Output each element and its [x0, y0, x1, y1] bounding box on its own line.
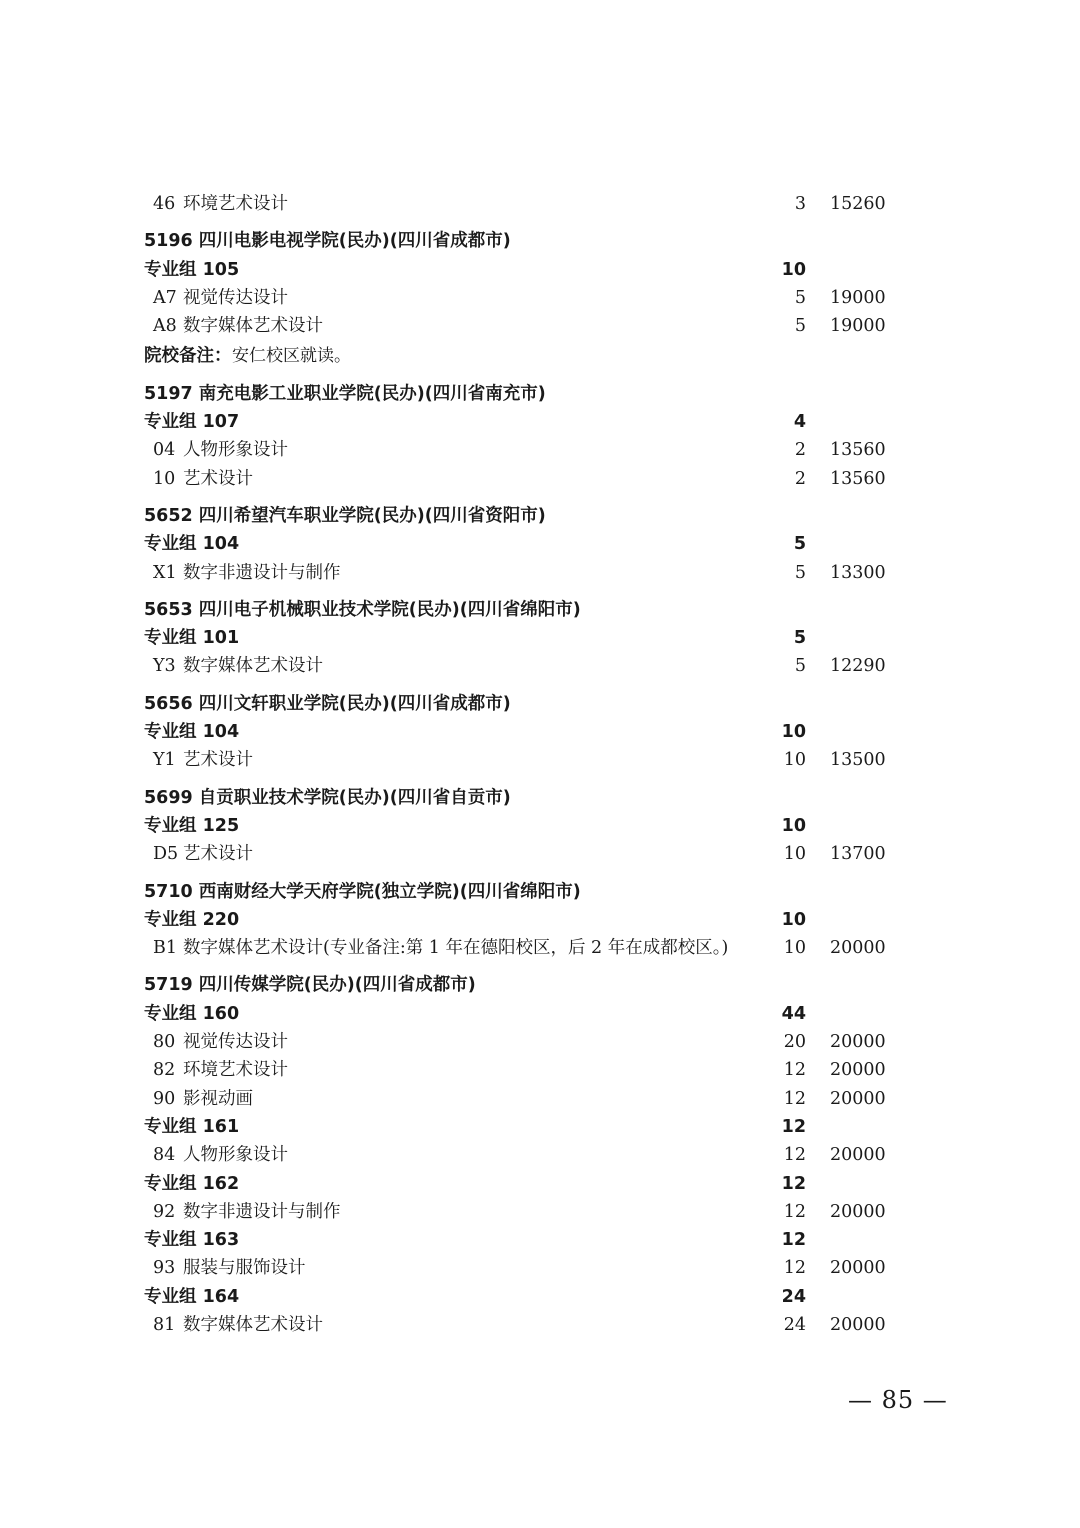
major-name: 人物形象设计 [183, 1145, 288, 1166]
tuition-fee: 20000 [830, 1258, 886, 1279]
major-group-row [0, 1113, 1080, 1141]
plan-count: 5 [794, 287, 806, 308]
tuition-fee: 19000 [830, 316, 886, 337]
major-row [0, 652, 1080, 680]
major-group-label: 专业组 125 [144, 815, 240, 836]
plan-count: 5 [794, 562, 806, 583]
tuition-fee: 13500 [830, 750, 886, 771]
major-group-row [0, 906, 1080, 934]
tuition-fee: 20000 [830, 1145, 886, 1166]
school-heading [0, 878, 1080, 906]
major-row [0, 934, 1080, 962]
major-row [0, 1254, 1080, 1282]
major-code: 92 [153, 1201, 176, 1222]
major-row [0, 465, 1080, 493]
group-plan-count: 12 [781, 1230, 806, 1251]
major-group-label: 专业组 104 [144, 722, 240, 743]
major-code: Y1 [153, 750, 176, 771]
plan-count: 10 [783, 750, 806, 771]
tuition-fee: 20000 [830, 1314, 886, 1335]
tuition-fee: 13560 [830, 468, 886, 489]
major-group-row [0, 624, 1080, 652]
plan-count: 2 [794, 440, 806, 461]
major-row [0, 312, 1080, 340]
major-name: 人物形象设计 [183, 440, 288, 461]
major-name: 视觉传达设计 [183, 287, 288, 308]
major-code: 46 [153, 194, 176, 214]
major-row [0, 840, 1080, 868]
tuition-fee: 12290 [830, 656, 886, 677]
major-code: 84 [153, 1145, 176, 1166]
major-code: 81 [153, 1314, 176, 1335]
major-group-label: 专业组 107 [144, 412, 240, 433]
plan-count: 3 [794, 194, 806, 214]
school-heading [0, 690, 1080, 718]
major-row [0, 1141, 1080, 1169]
school-note-text: 安仁校区就读。 [232, 346, 351, 367]
admission-plan-list [0, 190, 1080, 1339]
school-heading [0, 502, 1080, 530]
tuition-fee: 20000 [830, 1201, 886, 1222]
major-group-row [0, 718, 1080, 746]
school-title: 5699 自贡职业技术学院(民办)(四川省自贡市) [144, 787, 511, 808]
plan-count: 5 [794, 316, 806, 337]
group-plan-count: 24 [781, 1286, 806, 1307]
group-plan-count: 5 [793, 534, 806, 555]
major-name: 数字媒体艺术设计 [183, 1314, 323, 1335]
school-note [0, 342, 1080, 370]
major-group-row [0, 812, 1080, 840]
major-code: A8 [153, 316, 177, 337]
major-row [0, 1056, 1080, 1084]
school-title: 5719 四川传媒学院(民办)(四川省成都市) [144, 975, 476, 996]
major-row [0, 559, 1080, 587]
major-group-label: 专业组 161 [144, 1116, 240, 1137]
major-row [0, 1198, 1080, 1226]
major-group-label: 专业组 164 [144, 1286, 240, 1307]
school-heading [0, 784, 1080, 812]
major-row [0, 190, 1080, 218]
major-row [0, 1028, 1080, 1056]
tuition-fee: 20000 [830, 1032, 886, 1053]
major-name: 视觉传达设计 [183, 1032, 288, 1053]
school-heading [0, 596, 1080, 624]
plan-count: 10 [783, 938, 806, 959]
tuition-fee: 20000 [830, 1060, 886, 1081]
major-name: 艺术设计 [183, 468, 253, 489]
major-row [0, 284, 1080, 312]
major-group-row [0, 530, 1080, 558]
major-group-row [0, 256, 1080, 284]
plan-count: 12 [783, 1258, 806, 1279]
major-code: X1 [153, 562, 177, 583]
major-name: 数字非遗设计与制作 [183, 562, 341, 583]
group-plan-count: 10 [781, 815, 806, 836]
tuition-fee: 20000 [830, 1088, 886, 1109]
tuition-fee: 20000 [830, 938, 886, 959]
plan-count: 12 [783, 1060, 806, 1081]
major-name: 艺术设计 [183, 844, 253, 865]
major-group-row [0, 1226, 1080, 1254]
major-group-row [0, 1283, 1080, 1311]
major-group-row [0, 408, 1080, 436]
school-title: 5197 南充电影工业职业学院(民办)(四川省南充市) [144, 383, 546, 404]
school-title: 5710 西南财经大学天府学院(独立学院)(四川省绵阳市) [144, 881, 581, 902]
major-row [0, 1085, 1080, 1113]
major-code: B1 [153, 938, 177, 959]
major-code: 10 [153, 468, 176, 489]
school-heading [0, 227, 1080, 255]
tuition-fee: 13700 [830, 844, 886, 865]
major-group-label: 专业组 101 [144, 628, 240, 649]
group-plan-count: 5 [793, 628, 806, 649]
major-name: 数字媒体艺术设计(专业备注:第 1 年在德阳校区，后 2 年在成都校区。) [183, 938, 729, 959]
major-code: 90 [153, 1088, 176, 1109]
major-group-label: 专业组 160 [144, 1003, 240, 1024]
school-note-label: 院校备注： [144, 346, 232, 367]
group-plan-count: 12 [781, 1173, 806, 1194]
major-code: 04 [153, 440, 176, 461]
plan-count: 2 [794, 468, 806, 489]
major-code: 80 [153, 1032, 176, 1053]
major-row [0, 746, 1080, 774]
major-row [0, 436, 1080, 464]
group-plan-count: 10 [781, 909, 806, 930]
plan-count: 12 [783, 1145, 806, 1166]
school-heading [0, 971, 1080, 999]
major-name: 环境艺术设计 [183, 1060, 288, 1081]
page-number: — 85 — [848, 1386, 948, 1414]
group-plan-count: 44 [781, 1003, 806, 1024]
group-plan-count: 12 [781, 1116, 806, 1137]
major-group-label: 专业组 105 [144, 259, 240, 280]
major-group-row [0, 1000, 1080, 1028]
tuition-fee: 15260 [830, 194, 886, 214]
major-code: D5 [153, 844, 179, 865]
major-code: A7 [153, 287, 177, 308]
school-title: 5653 四川电子机械职业技术学院(民办)(四川省绵阳市) [144, 599, 581, 620]
plan-count: 12 [783, 1201, 806, 1222]
major-group-row [0, 1170, 1080, 1198]
major-name: 影视动画 [183, 1088, 253, 1109]
plan-count: 24 [783, 1314, 806, 1335]
major-group-label: 专业组 163 [144, 1230, 240, 1251]
major-group-label: 专业组 220 [144, 909, 240, 930]
major-name: 数字媒体艺术设计 [183, 316, 323, 337]
major-name: 环境艺术设计 [183, 194, 288, 214]
major-name: 数字媒体艺术设计 [183, 656, 323, 677]
school-title: 5196 四川电影电视学院(民办)(四川省成都市) [144, 231, 511, 252]
school-title: 5656 四川文轩职业学院(民办)(四川省成都市) [144, 693, 511, 714]
plan-count: 12 [783, 1088, 806, 1109]
plan-count: 10 [783, 844, 806, 865]
major-group-label: 专业组 104 [144, 534, 240, 555]
major-code: 93 [153, 1258, 176, 1279]
major-group-label: 专业组 162 [144, 1173, 240, 1194]
tuition-fee: 13560 [830, 440, 886, 461]
major-code: 82 [153, 1060, 176, 1081]
school-title: 5652 四川希望汽车职业学院(民办)(四川省资阳市) [144, 505, 546, 526]
tuition-fee: 13300 [830, 562, 886, 583]
tuition-fee: 19000 [830, 287, 886, 308]
group-plan-count: 10 [781, 259, 806, 280]
group-plan-count: 10 [781, 722, 806, 743]
major-name: 艺术设计 [183, 750, 253, 771]
major-name: 数字非遗设计与制作 [183, 1201, 341, 1222]
major-code: Y3 [153, 656, 176, 677]
plan-count: 5 [794, 656, 806, 677]
major-name: 服装与服饰设计 [183, 1258, 306, 1279]
major-row [0, 1311, 1080, 1339]
plan-count: 20 [783, 1032, 806, 1053]
group-plan-count: 4 [793, 412, 806, 433]
school-heading [0, 380, 1080, 408]
